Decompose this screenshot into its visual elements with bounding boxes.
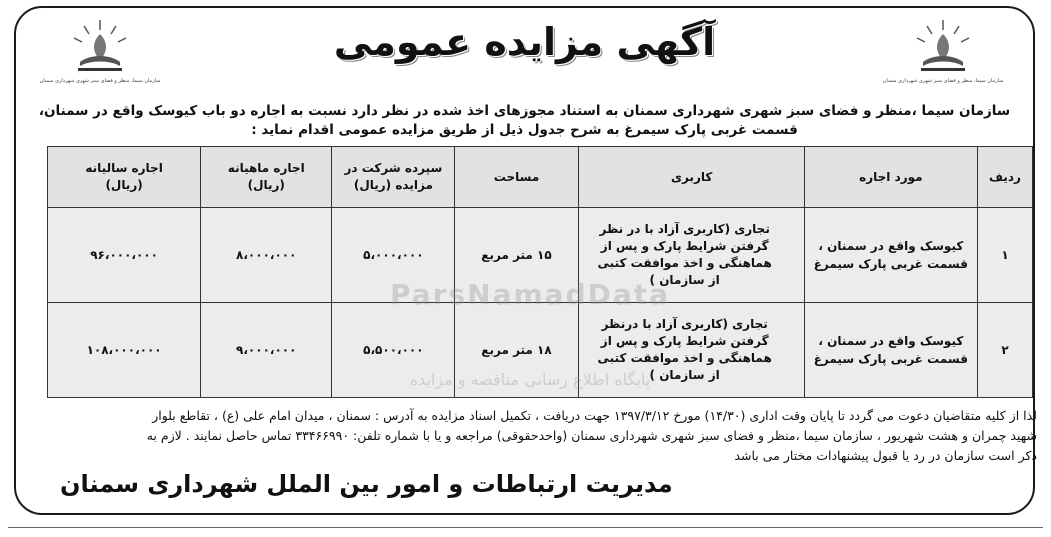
yearly-rent-cell: ۱۰۸،۰۰۰،۰۰۰ (48, 303, 201, 398)
header-monthly-rent: اجاره ماهیانه (ریال) (201, 147, 332, 208)
watermark-latin: ParsNamadData (390, 278, 670, 311)
footer-line: ذکر است سازمان در رد یا قبول پیشنهادات مختار می باشد (734, 448, 1037, 463)
table-header-row (48, 147, 1033, 208)
header-subject: مورد اجاره (804, 147, 977, 208)
header-deposit: سپرده شرکت در مزایده (ریال) (332, 147, 455, 208)
footer-line: لذا از کلیه متقاضیان دعوت می گردد تا پایان وقت اداری (۱۴/۳۰) مورخ ۱۳۹۷/۳/۱۲ جهت دریافت ، تکمیل اسناد مزایده به آدرس : سمنان ، میدان امام علی (ع) ، تقاطع بلوار (152, 408, 1037, 423)
area-cell: ۱۸ متر مربع (455, 303, 578, 398)
notice-title: آگهی مزایده عمومی (333, 20, 716, 64)
logo-caption: سازمان سیما، منظر و فضای سبز شهری شهرداری سمنان (882, 78, 1004, 84)
subject-cell: کیوسک واقع در سمنان ، قسمت غربی پارک سیمرغ (804, 208, 977, 303)
header-usage: کاربری (578, 147, 804, 208)
intro-line: سازمان سیما ،منظر و فضای سبز شهری شهرداری سمنان به استناد مجوزهای اخذ شده در نظر دارد نسبت به اجاره دو باب کیوسک واقع در سمنان، (38, 103, 1011, 119)
header-yearly-rent: اجاره سالیانه (ریال) (48, 147, 201, 208)
signature: مدیریت ارتباطات و امور بین الملل شهرداری سمنان (60, 470, 673, 498)
intro-line: قسمت غربی پارک سیمرغ به شرح جدول ذیل از طریق مزایده عمومی اقدام نماید : (251, 122, 798, 138)
row-number: ۲ (977, 303, 1032, 398)
header-row-number: ردیف (977, 147, 1032, 208)
intro-paragraph (38, 102, 1011, 140)
footer-paragraph (10, 406, 1037, 466)
auction-table (47, 146, 1033, 398)
subject-cell: کیوسک واقع در سمنان ، قسمت غربی پارک سیمرغ (804, 303, 977, 398)
yearly-rent-cell: ۹۶،۰۰۰،۰۰۰ (48, 208, 201, 303)
footer-line: شهید چمران و هشت شهریور ، سازمان سیما ،منظر و فضای سبز شهری شهرداری سمنان (واحدحقوقی) مراجعه و یا با شماره تلفن: ۳۳۴۶۶۹۹۰ تماس حاصل نمایند . لازم به (146, 428, 1037, 443)
deposit-cell: ۵،۵۰۰،۰۰۰ (332, 303, 455, 398)
row-number: ۱ (977, 208, 1032, 303)
usage-cell: تجاری (کاربری آزاد با در نظر گرفتن شرایط پارک و پس از هماهنگی و اخذ موافقت کتبی از سازمان ) (578, 208, 804, 303)
bottom-divider (8, 527, 1043, 528)
monthly-rent-cell: ۹،۰۰۰،۰۰۰ (201, 303, 332, 398)
watermark-persian: پایگاه اطلاع رسانی مناقصه و مزایده (409, 370, 651, 389)
area-cell: ۱۵ متر مربع (455, 208, 578, 303)
deposit-cell: ۵،۰۰۰،۰۰۰ (332, 208, 455, 303)
logo-caption: سازمان سیما، منظر و فضای سبز شهری شهرداری سمنان (39, 78, 161, 84)
usage-cell: تجاری (کاربری آزاد با درنظر گرفتن شرایط پارک و پس از هماهنگی و اخذ موافقت کتبی از سازمان ) (578, 303, 804, 398)
header-area: مساحت (455, 147, 578, 208)
monthly-rent-cell: ۸،۰۰۰،۰۰۰ (201, 208, 332, 303)
